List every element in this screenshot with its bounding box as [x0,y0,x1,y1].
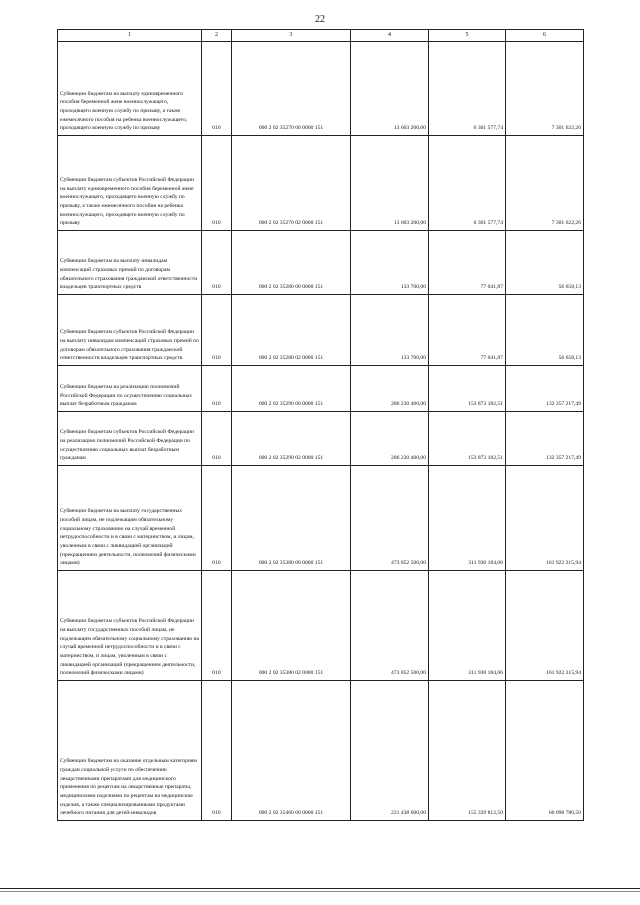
header-col-2: 2 [202,30,232,42]
row-col5-value: 6 301 577,74 [429,42,506,136]
row-kbk: 000 2 02 35270 02 0000 151 [232,136,351,231]
row-description: Субвенции бюджетам субъектов Российской Федерации на выплату государственных пособий лицам, не подлежащим обязательному социальному страхованию на случай временной нетрудоспособности и в связи с материнством, и лицам, уволенным в связи с ликвидацией организаций (прекращением деятельности, полномочий физическими лицами) [58,571,202,681]
row-kbk: 000 2 02 35380 02 0000 151 [232,571,351,681]
row-description: Субвенции бюджетам субъектов Российской Федерации на выплату единовременного пособия беременной жене военнослужащего, проходящего военную службу по призыву, а также ежемесячного пособия на ребенка военнослужащего, проходящего военную службу по призыву [58,136,202,231]
row-col4-value: 133 700,00 [351,231,429,295]
row-col6-value: 161 922 315,94 [506,466,584,571]
header-col-3: 3 [232,30,351,42]
row-kbk: 000 2 02 35270 00 0000 151 [232,42,351,136]
row-col4-value: 13 603 200,00 [351,42,429,136]
row-code: 010 [202,295,232,366]
header-col-5: 5 [429,30,506,42]
row-kbk: 000 2 02 35380 00 0000 151 [232,466,351,571]
row-col4-value: 13 603 200,00 [351,136,429,231]
row-col4-value: 286 230 400,00 [351,412,429,466]
row-description: Субвенции бюджетам субъектов Российской Федерации на реализацию полномочий Российской Федерации по осуществлению социальных выплат безработным гражданам [58,412,202,466]
table-row [58,366,584,412]
table-row [58,571,584,681]
row-code: 010 [202,571,232,681]
row-col5-value: 311 930 184,06 [429,466,506,571]
row-col6-value: 132 357 217,49 [506,366,584,412]
row-col5-value: 155 339 812,50 [429,681,506,821]
row-col4-value: 473 852 500,00 [351,571,429,681]
table-row [58,412,584,466]
row-col6-value: 161 922 315,94 [506,571,584,681]
row-code: 010 [202,42,232,136]
row-col4-value: 221 438 600,00 [351,681,429,821]
footer-divider [0,888,640,889]
row-code: 010 [202,136,232,231]
budget-table [57,29,584,821]
row-description: Субвенции бюджетам на выплату инвалидам компенсаций страховых премий по договорам обязательного страхования гражданской ответственности владельцев транспортных средств [58,231,202,295]
row-description: Субвенции бюджетам на оказание отдельным категориям граждан социальной услуги по обеспечению лекарственными препаратами для медицинского применения по рецептам на лекарственные препараты, медицинскими изделиями по рецептам на медицинские изделия, а также специализированными продуктами лечебного питания для детей-инвалидов [58,681,202,821]
row-col5-value: 153 873 182,51 [429,366,506,412]
table-row [58,136,584,231]
row-col5-value: 153 873 182,51 [429,412,506,466]
row-description: Субвенции бюджетам субъектов Российской Федерации на выплату инвалидам компенсаций страховых премий по договорам обязательного страхования гражданской ответственности владельцев транспортных средств [58,295,202,366]
page-number: 22 [315,14,325,25]
row-col6-value: 66 098 786,50 [506,681,584,821]
table-row [58,231,584,295]
row-kbk: 000 2 02 35280 00 0000 151 [232,231,351,295]
row-code: 010 [202,681,232,821]
row-col6-value: 132 357 217,49 [506,412,584,466]
header-row [58,30,584,42]
row-description: Субвенции бюджетам на реализацию полномочий Российской Федерации по осуществлению социальных выплат безработным гражданам [58,366,202,412]
table-row [58,466,584,571]
row-col5-value: 311 930 184,06 [429,571,506,681]
row-col4-value: 473 852 500,00 [351,466,429,571]
row-col6-value: 7 301 622,26 [506,42,584,136]
table-row [58,42,584,136]
row-kbk: 000 2 02 35290 02 0000 151 [232,412,351,466]
row-kbk: 000 2 02 35290 00 0000 151 [232,366,351,412]
row-code: 010 [202,366,232,412]
row-col5-value: 77 041,87 [429,231,506,295]
header-col-4: 4 [351,30,429,42]
row-col4-value: 133 700,00 [351,295,429,366]
footer-divider-secondary [0,891,640,892]
row-col6-value: 7 301 622,26 [506,136,584,231]
table-row [58,295,584,366]
row-description: Субвенции бюджетам на выплату государственных пособий лицам, не подлежащим обязательному социальному страхованию на случай временной нетрудоспособности и в связи с материнством, и лицам, уволенным в связи с ликвидацией организаций (прекращением деятельности, полномочий физическими лицами) [58,466,202,571]
row-description: Субвенции бюджетам на выплату единовременного пособия беременной жене военнослужащего, проходящего военную службу по призыву, а также ежемесячного пособия на ребенка военнослужащего, проходящего военную службу по призыву [58,42,202,136]
row-col4-value: 286 230 400,00 [351,366,429,412]
row-col6-value: 56 658,13 [506,231,584,295]
row-code: 010 [202,466,232,571]
row-col5-value: 6 301 577,74 [429,136,506,231]
row-code: 010 [202,231,232,295]
row-kbk: 000 2 02 35460 00 0000 151 [232,681,351,821]
row-col5-value: 77 041,87 [429,295,506,366]
header-col-6: 6 [506,30,584,42]
row-col6-value: 56 658,13 [506,295,584,366]
table-row [58,681,584,821]
row-kbk: 000 2 02 35280 02 0000 151 [232,295,351,366]
header-col-1: 1 [58,30,202,42]
row-code: 010 [202,412,232,466]
